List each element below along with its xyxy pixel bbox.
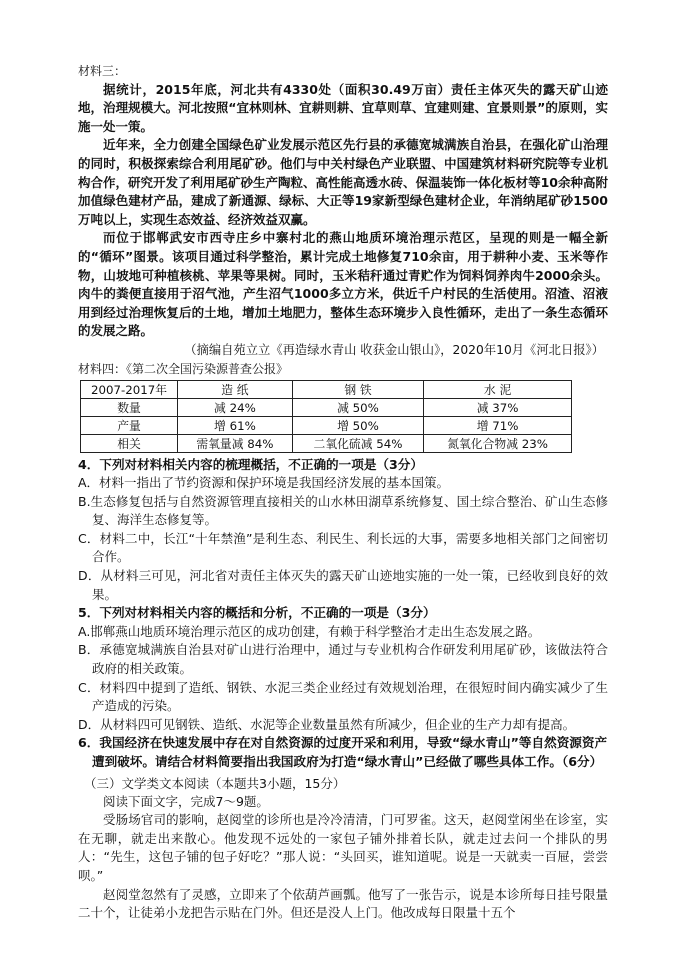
table-cell: 需氧量减 84% — [178, 434, 293, 452]
table-header-row — [81, 380, 572, 398]
material4-label: 材料四：《第二次全国污染源普查公报》 — [78, 361, 289, 376]
question-5-option-a: A.邯郸燕山地质环境治理示范区的成功创建，有赖于科学整治才走出生态发展之路。 — [78, 623, 541, 639]
question-5-option-b: B．承德宽城满族自治县对矿山进行治理中，通过与专业机构合作研发利用尾矿砂，该做法符合政府的相关政策。 — [78, 642, 608, 677]
question-5-option-c: C．材料四中提到了造纸、钢铁、水泥三类企业经过有效规划治理，在很短时间内确实减少了生产造成的污染。 — [78, 679, 608, 714]
question-5-stem: 5．下列对材料相关内容的概括和分析，不正确的一项是（3分） — [78, 605, 436, 621]
question-4-option-d: D．从材料三可见，河北省对责任主体灭失的露天矿山迹地实施的一处一策，已经收到良好的效果。 — [78, 568, 608, 602]
question-5-option-d: D．从材料四可见钢铁、造纸、水泥等企业数量虽然有所减少，但企业的生产力却有提高。 — [78, 716, 576, 732]
material3-source: （摘编自苑立立《再造绿水青山 收获金山银山》，2020年10月《河北日报》） — [184, 342, 604, 357]
question-6-stem: 6．我国经济在快速发展中存在对自然资源的过度开采和利用，导致“绿水青山”等自然资源资产遭到破坏。请结合材料简要指出我国政府为打造“绿水青山”已经做了哪些具体工作。（6分） — [78, 735, 608, 769]
table-row — [81, 416, 572, 434]
table-cell: 相关 — [81, 434, 178, 452]
table-row — [81, 398, 572, 416]
table-cell: 减 37% — [424, 398, 572, 416]
table-cell: 增 50% — [292, 416, 423, 434]
question-4-stem: 4．下列对材料相关内容的梳理概括，不正确的一项是（3分） — [78, 456, 423, 472]
table-cell: 数量 — [81, 398, 178, 416]
table-cell: 二氧化硫减 54% — [292, 434, 423, 452]
material3-paragraph-1: 据统计，2015年底，河北共有4330处（面积30.49万亩）责任主体灭失的露天矿山迹地，治理规模大。河北按照“宜林则林、宜耕则耕、宜草则草、宜建则建、宜景则景”的原则，实施一处一策。 — [78, 81, 608, 134]
question-4-option-a: A．材料一指出了节约资源和保护环境是我国经济发展的基本国策。 — [78, 475, 450, 491]
table-cell: 产量 — [81, 416, 178, 434]
table-cell: 减 50% — [292, 398, 423, 416]
story-paragraph-2: 赵阅堂忽然有了灵感，立即来了个依葫芦画瓢。他写了一张告示，说是本诊所每日挂号限量二十个，让徒弟小龙把告示贴在门外。但还是没人上门。他改成每日限量十五个 — [78, 886, 608, 921]
material3-label: 材料三： — [78, 64, 127, 78]
table-cell: 增 61% — [178, 416, 293, 434]
question-4-option-b: B.生态修复包括与自然资源管理直接相关的山水林田湖草系统修复、国土综合整治、矿山生态修复、海洋生态修复等。 — [78, 493, 608, 528]
table-row — [81, 434, 572, 452]
question-4-option-c: C．材料二中，长江“十年禁渔”是利生态、利民生、利长远的大事，需要多地相关部门之间密切合作。 — [78, 530, 608, 565]
table-header-cell: 水 泥 — [424, 380, 572, 398]
material3-paragraph-2: 近年来，全力创建全国绿色矿业发展示范区先行县的承德宽城满族自治县，在强化矿山治理的同时，积极探索综合利用尾矿砂。他们与中关村绿色产业联盟、中国建筑材料研究院等专业机构合作，研究开发了利用尾矿砂生产陶粒、高性能高透水砖、保温装饰一体化板材等10余种高附加值绿色建材产品，建成了新通源、绿标、大正等19家新型绿色建材企业，年消纳尾矿砂1500万吨以上，实现生态效益、经济效益双赢。 — [78, 137, 608, 227]
table-header-cell: 2007-2017年 — [81, 380, 178, 398]
story-paragraph-1: 受肠场官司的影响，赵阅堂的诊所也是冷冷清清，门可罗雀。这天，赵阅堂闲坐在诊室，实在无聊，就走出来散心。他发现不远处的一家包子铺外排着长队，就走过去问一个排队的男人：“先生，这包子铺的包子好吃？”那人说：“头回买，谁知道呢。说是一天就卖一百屉，尝尝呗。” — [78, 812, 608, 883]
pollution-census-table — [80, 380, 572, 453]
table-cell: 增 71% — [424, 416, 572, 434]
table-header-cell: 造 纸 — [178, 380, 293, 398]
section3-heading: （三）文学类文本阅读（本题共3小题，15分） — [84, 775, 346, 791]
table-header-cell: 钢 铁 — [292, 380, 423, 398]
section3-instruction: 阅读下面文字，完成7～9题。 — [103, 793, 269, 809]
material3-paragraph-3: 而位于邯郸武安市西寺庄乡中寨村北的燕山地质环境治理示范区，呈现的则是一幅全新的“循环”图景。该项目通过科学整治，累计完成土地修复710余亩，用于耕种小麦、玉米等作物，山坡地可种植核桃、苹果等果树。同时，玉米秸秆通过青贮作为饲料饲养肉牛2000余头。肉牛的粪便直接用于沼气池，产生沼气1000多立方米，供近千户村民的生活使用。沼渣、沼液用到经过治理恢复后的土地，增加土地肥力，整体生态环境步入良性循环，走出了一条生态循环的发展之路。 — [78, 230, 608, 339]
page-content — [78, 62, 608, 923]
table-cell: 氮氧化合物减 23% — [424, 434, 572, 452]
table-cell: 减 24% — [178, 398, 293, 416]
